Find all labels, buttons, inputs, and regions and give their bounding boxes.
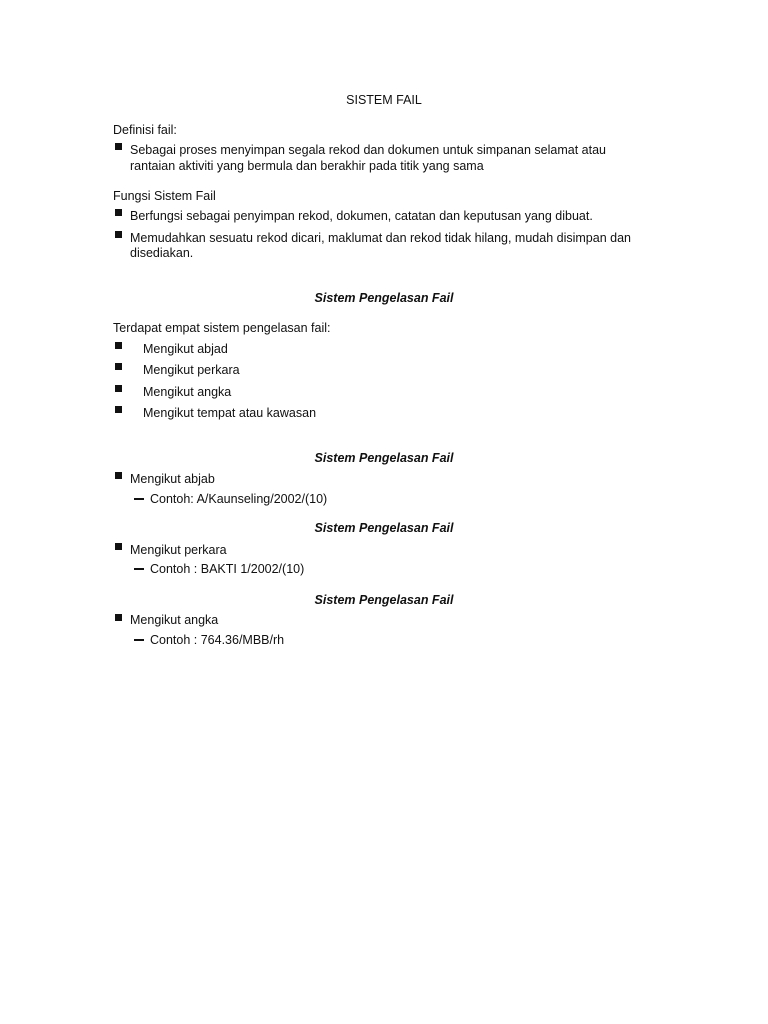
section-2-example: Contoh : BAKTI 1/2002/(10) (150, 562, 305, 576)
section-1-example: Contoh: A/Kaunseling/2002/(10) (150, 492, 328, 506)
classification-item-3: Mengikut angka (143, 385, 232, 399)
definition-text-line1: Sebagai proses menyimpan segala rekod dan dokumen untuk simpanan selamat atau (130, 143, 606, 157)
dash-icon (134, 498, 144, 500)
definition-text-line2: rantaian aktiviti yang bermula dan berakhir pada titik yang sama (130, 159, 484, 173)
function-item-1: Berfungsi sebagai penyimpan rekod, dokumen, catatan dan keputusan yang dibuat. (130, 209, 593, 223)
classification-heading: Sistem Pengelasan Fail (314, 291, 454, 305)
section-3-example: Contoh : 764.36/MBB/rh (150, 633, 285, 647)
classification-item-1: Mengikut abjad (143, 342, 228, 356)
bullet-icon (115, 614, 122, 621)
page-title: SISTEM FAIL (346, 93, 422, 107)
bullet-icon (115, 342, 122, 349)
section-2-item: Mengikut perkara (130, 543, 227, 557)
classification-item-4: Mengikut tempat atau kawasan (143, 406, 317, 420)
classification-item-2: Mengikut perkara (143, 363, 240, 377)
section-1-heading: Sistem Pengelasan Fail (314, 451, 454, 465)
section-1-item: Mengikut abjab (130, 472, 215, 486)
function-label: Fungsi Sistem Fail (113, 189, 216, 203)
dash-icon (134, 568, 144, 570)
bullet-icon (115, 385, 122, 392)
bullet-icon (115, 406, 122, 413)
dash-icon (134, 639, 144, 641)
function-item-2-line1: Memudahkan sesuatu rekod dicari, maklumat dan rekod tidak hilang, mudah disimpan dan (130, 231, 631, 245)
section-2-heading: Sistem Pengelasan Fail (314, 521, 454, 535)
definition-label: Definisi fail: (113, 123, 177, 137)
bullet-icon (115, 543, 122, 550)
function-item-2-line2: disediakan. (130, 246, 194, 260)
section-3-heading: Sistem Pengelasan Fail (314, 593, 454, 607)
bullet-icon (115, 143, 122, 150)
classification-intro: Terdapat empat sistem pengelasan fail: (113, 321, 331, 335)
bullet-icon (115, 472, 122, 479)
section-3-item: Mengikut angka (130, 613, 219, 627)
bullet-icon (115, 363, 122, 370)
bullet-icon (115, 231, 122, 238)
bullet-icon (115, 209, 122, 216)
